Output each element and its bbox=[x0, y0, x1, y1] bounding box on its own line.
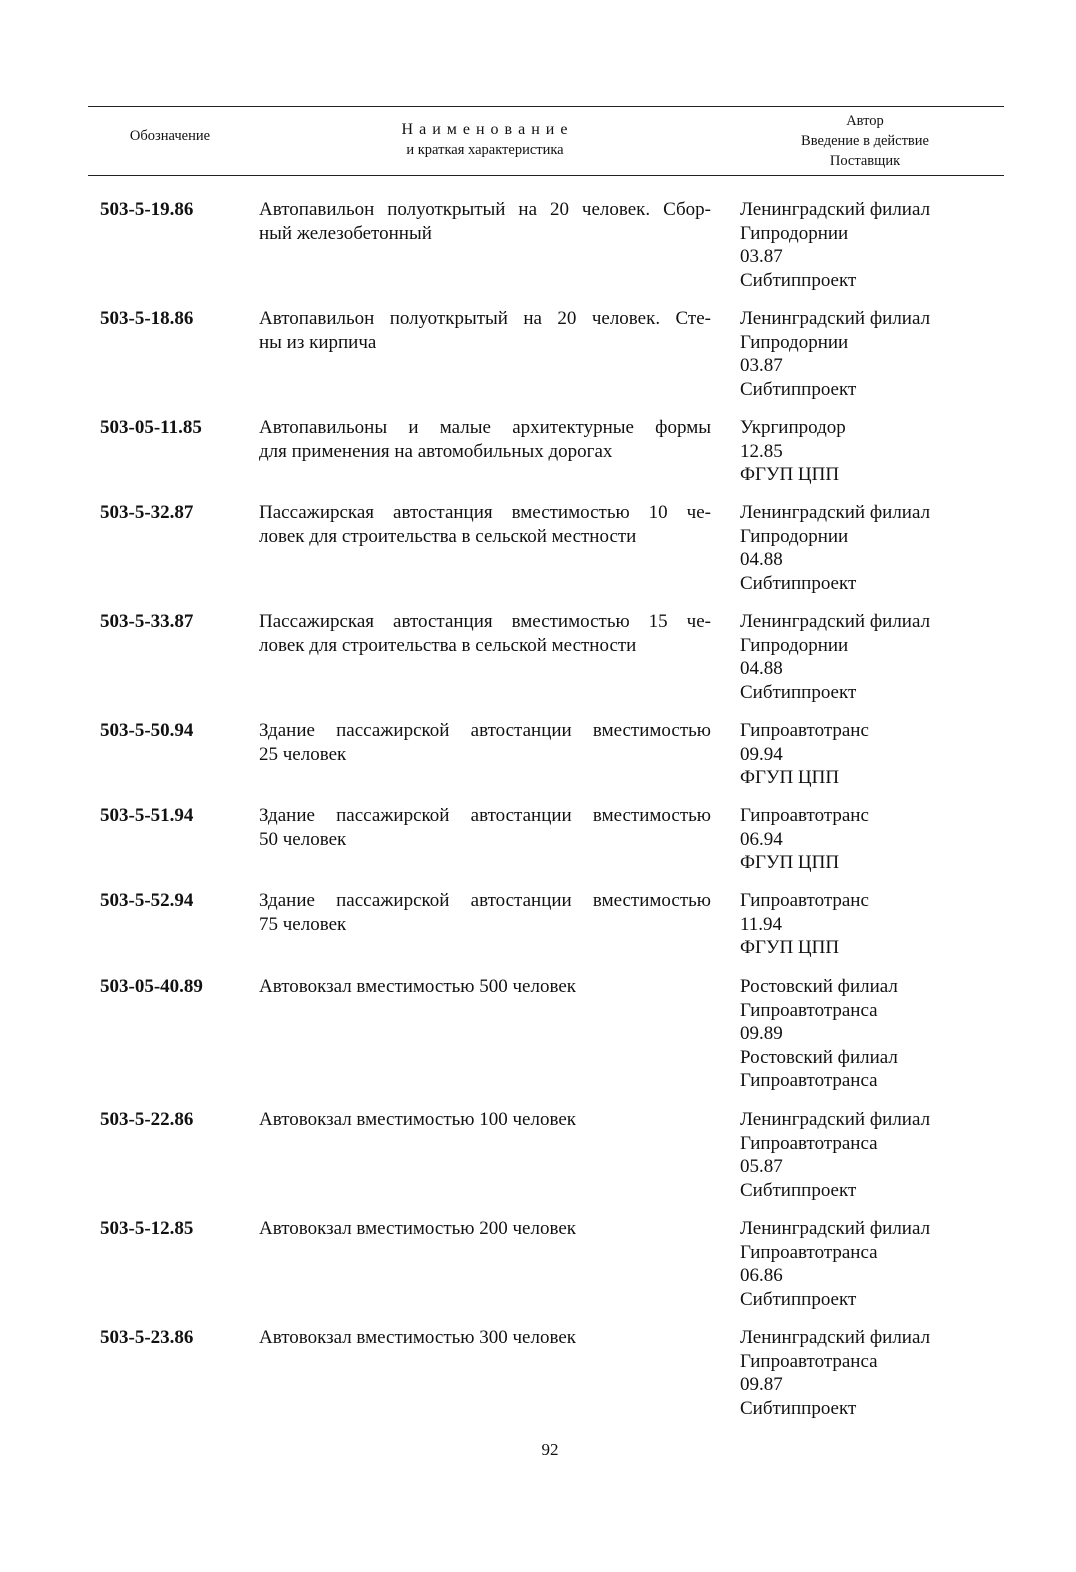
author-line: Сибтиппроект bbox=[740, 572, 857, 594]
author-line: Ленинградский филиал bbox=[740, 1218, 931, 1239]
author-line: Гипродорнии bbox=[740, 525, 849, 547]
description bbox=[259, 416, 711, 463]
author-info bbox=[740, 1108, 930, 1202]
author-line: Укргипродор bbox=[740, 417, 846, 438]
author-line: ФГУП ЦПП bbox=[740, 937, 840, 958]
author-line: Гипроавтотранс bbox=[740, 720, 869, 741]
description-line: 25 человек bbox=[259, 743, 347, 765]
description-line: Здание пассажирской автостанции вместимостью bbox=[259, 890, 711, 911]
designation-code: 503-5-52.94 bbox=[100, 890, 194, 911]
header-name-title: Н а и м е н о в а н и е bbox=[401, 121, 569, 138]
author-line: Гипроавтотранса bbox=[740, 1241, 878, 1263]
author-line: Гипродорнии bbox=[740, 634, 849, 656]
designation-code: 503-5-12.85 bbox=[100, 1218, 194, 1239]
description bbox=[259, 804, 711, 851]
author-line: ФГУП ЦПП bbox=[740, 767, 840, 788]
description-line: Автопавильон полуоткрытый на 20 человек. Сте- bbox=[259, 308, 711, 329]
designation-code: 503-5-22.86 bbox=[100, 1109, 194, 1130]
author-line: Гипроавтотранс bbox=[740, 890, 869, 911]
designation-code: 503-5-32.87 bbox=[100, 502, 194, 523]
author-info bbox=[740, 1326, 930, 1420]
author-info bbox=[740, 889, 869, 960]
author-line: Ростовский филиал bbox=[740, 976, 898, 997]
description bbox=[259, 501, 711, 548]
author-line: 12.85 bbox=[740, 440, 783, 462]
author-line: Ленинградский филиал bbox=[740, 199, 931, 220]
author-line: Сибтиппроект bbox=[740, 1397, 857, 1419]
author-info bbox=[740, 307, 930, 401]
designation-code: 503-5-18.86 bbox=[100, 308, 194, 329]
description-line: Автовокзал вместимостью 300 человек bbox=[259, 1327, 576, 1348]
description-line: Автовокзал вместимостью 100 человек bbox=[259, 1109, 576, 1130]
description bbox=[259, 307, 711, 354]
designation-code: 503-05-11.85 bbox=[100, 417, 202, 438]
description bbox=[259, 1217, 711, 1241]
designation-code: 503-5-51.94 bbox=[100, 805, 194, 826]
author-line: Сибтиппроект bbox=[740, 1179, 857, 1201]
author-line: Гипродорнии bbox=[740, 222, 849, 244]
author-line: 09.94 bbox=[740, 743, 783, 765]
header-name bbox=[330, 120, 640, 160]
author-line: 09.89 bbox=[740, 1023, 783, 1044]
description-line: Автовокзал вместимостью 500 человек bbox=[259, 976, 576, 997]
designation-code: 503-05-40.89 bbox=[100, 976, 203, 997]
designation-code: 503-5-23.86 bbox=[100, 1327, 194, 1348]
author-line: Сибтиппроект bbox=[740, 681, 857, 703]
description-line: ный железобетонный bbox=[259, 222, 432, 244]
author-info bbox=[740, 198, 930, 292]
author-line: Гипроавтотранса bbox=[740, 999, 878, 1021]
author-line: Сибтиппроект bbox=[740, 378, 857, 400]
designation-code: 503-5-50.94 bbox=[100, 720, 194, 741]
author-line: 06.94 bbox=[740, 828, 783, 850]
author-line: Гипроавтотранса bbox=[740, 1070, 878, 1091]
designation-code: 503-5-19.86 bbox=[100, 199, 194, 220]
header-author bbox=[760, 111, 970, 171]
description bbox=[259, 1326, 711, 1350]
author-line: Гипроавтотранса bbox=[740, 1132, 878, 1154]
author-line: 03.87 bbox=[740, 246, 783, 267]
header-supplier-line: Поставщик bbox=[829, 153, 901, 169]
description-line: Пассажирская автостанция вместимостью 10 че- bbox=[259, 502, 711, 523]
header-designation: Обозначение bbox=[129, 128, 211, 144]
description bbox=[259, 719, 711, 766]
author-line: Гипроавтотранса bbox=[740, 1350, 878, 1372]
author-line: 06.86 bbox=[740, 1265, 783, 1286]
author-line: Ленинградский филиал bbox=[740, 611, 931, 632]
description bbox=[259, 1108, 711, 1132]
author-info bbox=[740, 416, 846, 487]
author-info bbox=[740, 804, 869, 875]
description-line: Автопавильоны и малые архитектурные формы bbox=[259, 417, 711, 438]
header-top-rule bbox=[88, 106, 1004, 107]
author-info bbox=[740, 1217, 930, 1311]
description bbox=[259, 889, 711, 936]
author-info bbox=[740, 719, 869, 790]
author-line: Гипроавтотранс bbox=[740, 805, 869, 826]
description-line: Автопавильон полуоткрытый на 20 человек. Сбор- bbox=[259, 199, 711, 220]
author-line: 05.87 bbox=[740, 1156, 783, 1177]
author-line: 04.88 bbox=[740, 658, 783, 679]
author-line: Ленинградский филиал bbox=[740, 1327, 931, 1348]
author-info bbox=[740, 975, 898, 1093]
author-line: Сибтиппроект bbox=[740, 1288, 857, 1310]
author-line: 04.88 bbox=[740, 549, 783, 570]
header-author-line: Автор bbox=[846, 113, 884, 129]
description-line: для применения на автомобильных дорогах bbox=[259, 440, 613, 462]
author-line: Сибтиппроект bbox=[740, 269, 857, 291]
description bbox=[259, 198, 711, 245]
description-line: 75 человек bbox=[259, 913, 347, 935]
author-info bbox=[740, 610, 930, 704]
description-line: 50 человек bbox=[259, 828, 347, 850]
author-line: ФГУП ЦПП bbox=[740, 464, 840, 485]
header-date-line: Введение в действие bbox=[801, 133, 929, 149]
author-line: ФГУП ЦПП bbox=[740, 852, 840, 873]
author-line: 03.87 bbox=[740, 355, 783, 376]
author-line: Ленинградский филиал bbox=[740, 502, 931, 523]
header-bottom-rule bbox=[88, 175, 1004, 176]
author-line: Ленинградский филиал bbox=[740, 308, 931, 329]
description-line: ловек для строительства в сельской местности bbox=[259, 634, 637, 656]
author-line: 09.87 bbox=[740, 1374, 783, 1395]
author-line: Ленинградский филиал bbox=[740, 1109, 931, 1130]
description-line: ловек для строительства в сельской местности bbox=[259, 525, 637, 547]
description-line: ны из кирпича bbox=[259, 331, 377, 353]
author-line: Гипродорнии bbox=[740, 331, 849, 353]
description-line: Пассажирская автостанция вместимостью 15 че- bbox=[259, 611, 711, 632]
description-line: Здание пассажирской автостанции вместимостью bbox=[259, 805, 711, 826]
designation-code: 503-5-33.87 bbox=[100, 611, 194, 632]
description bbox=[259, 975, 711, 999]
description-line: Автовокзал вместимостью 200 человек bbox=[259, 1218, 576, 1239]
author-line: Ростовский филиал bbox=[740, 1046, 898, 1068]
description-line: Здание пассажирской автостанции вместимостью bbox=[259, 720, 711, 741]
header-name-subtitle: и краткая характеристика bbox=[406, 142, 564, 158]
page-number: 92 bbox=[541, 1440, 559, 1459]
author-line: 11.94 bbox=[740, 913, 783, 935]
description bbox=[259, 610, 711, 657]
author-info bbox=[740, 501, 930, 595]
